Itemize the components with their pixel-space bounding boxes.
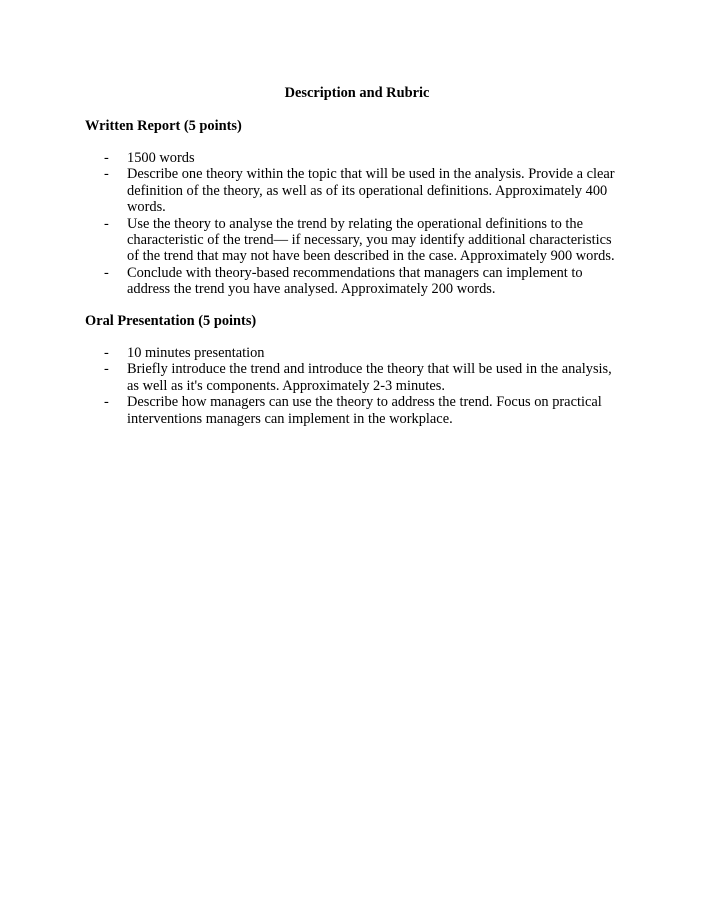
list-item xyxy=(0,265,627,298)
list-item-text: 1500 words xyxy=(127,150,195,166)
bullet-marker: - xyxy=(104,345,109,361)
list-item xyxy=(0,150,627,166)
document-title: Description and Rubric xyxy=(284,85,430,101)
bullet-marker: - xyxy=(104,394,109,411)
bullet-marker: - xyxy=(104,361,109,378)
list-item-text: Briefly introduce the trend and introduce the theory that will be used in the analysis, as well as it's components. Approximately 2-3 minutes. xyxy=(127,361,612,394)
written-report-list xyxy=(0,150,714,298)
bullet-marker: - xyxy=(104,150,109,166)
list-item xyxy=(0,345,627,361)
list-item xyxy=(0,216,627,265)
section-heading-oral-presentation: Oral Presentation (5 points) xyxy=(85,313,257,329)
bullet-marker: - xyxy=(104,264,109,281)
list-item xyxy=(0,361,627,394)
list-item-text: Describe one theory within the topic that will be used in the analysis. Provide a clear definition of the theory, as well as of its operational definitions. Approximately 400 words. xyxy=(127,166,615,216)
list-item-text: Use the theory to analyse the trend by relating the operational definitions to the characteristic of the trend— if necessary, you may identify additional characteristics of the trend that may not have been described in the case. Approximately 900 words. xyxy=(127,215,615,265)
list-item xyxy=(0,394,627,427)
oral-presentation-list xyxy=(0,345,714,427)
list-item-text: Conclude with theory-based recommendations that managers can implement to address the trend you have analysed. Approximately 200 words. xyxy=(127,264,583,298)
list-item-text: Describe how managers can use the theory to address the trend. Focus on practical interventions managers can implement in the workplace. xyxy=(127,394,602,427)
section-heading-written-report: Written Report (5 points) xyxy=(85,118,242,134)
list-item xyxy=(0,166,627,215)
bullet-marker: - xyxy=(104,215,109,232)
bullet-marker: - xyxy=(104,166,109,183)
list-item-text: 10 minutes presentation xyxy=(127,345,265,361)
